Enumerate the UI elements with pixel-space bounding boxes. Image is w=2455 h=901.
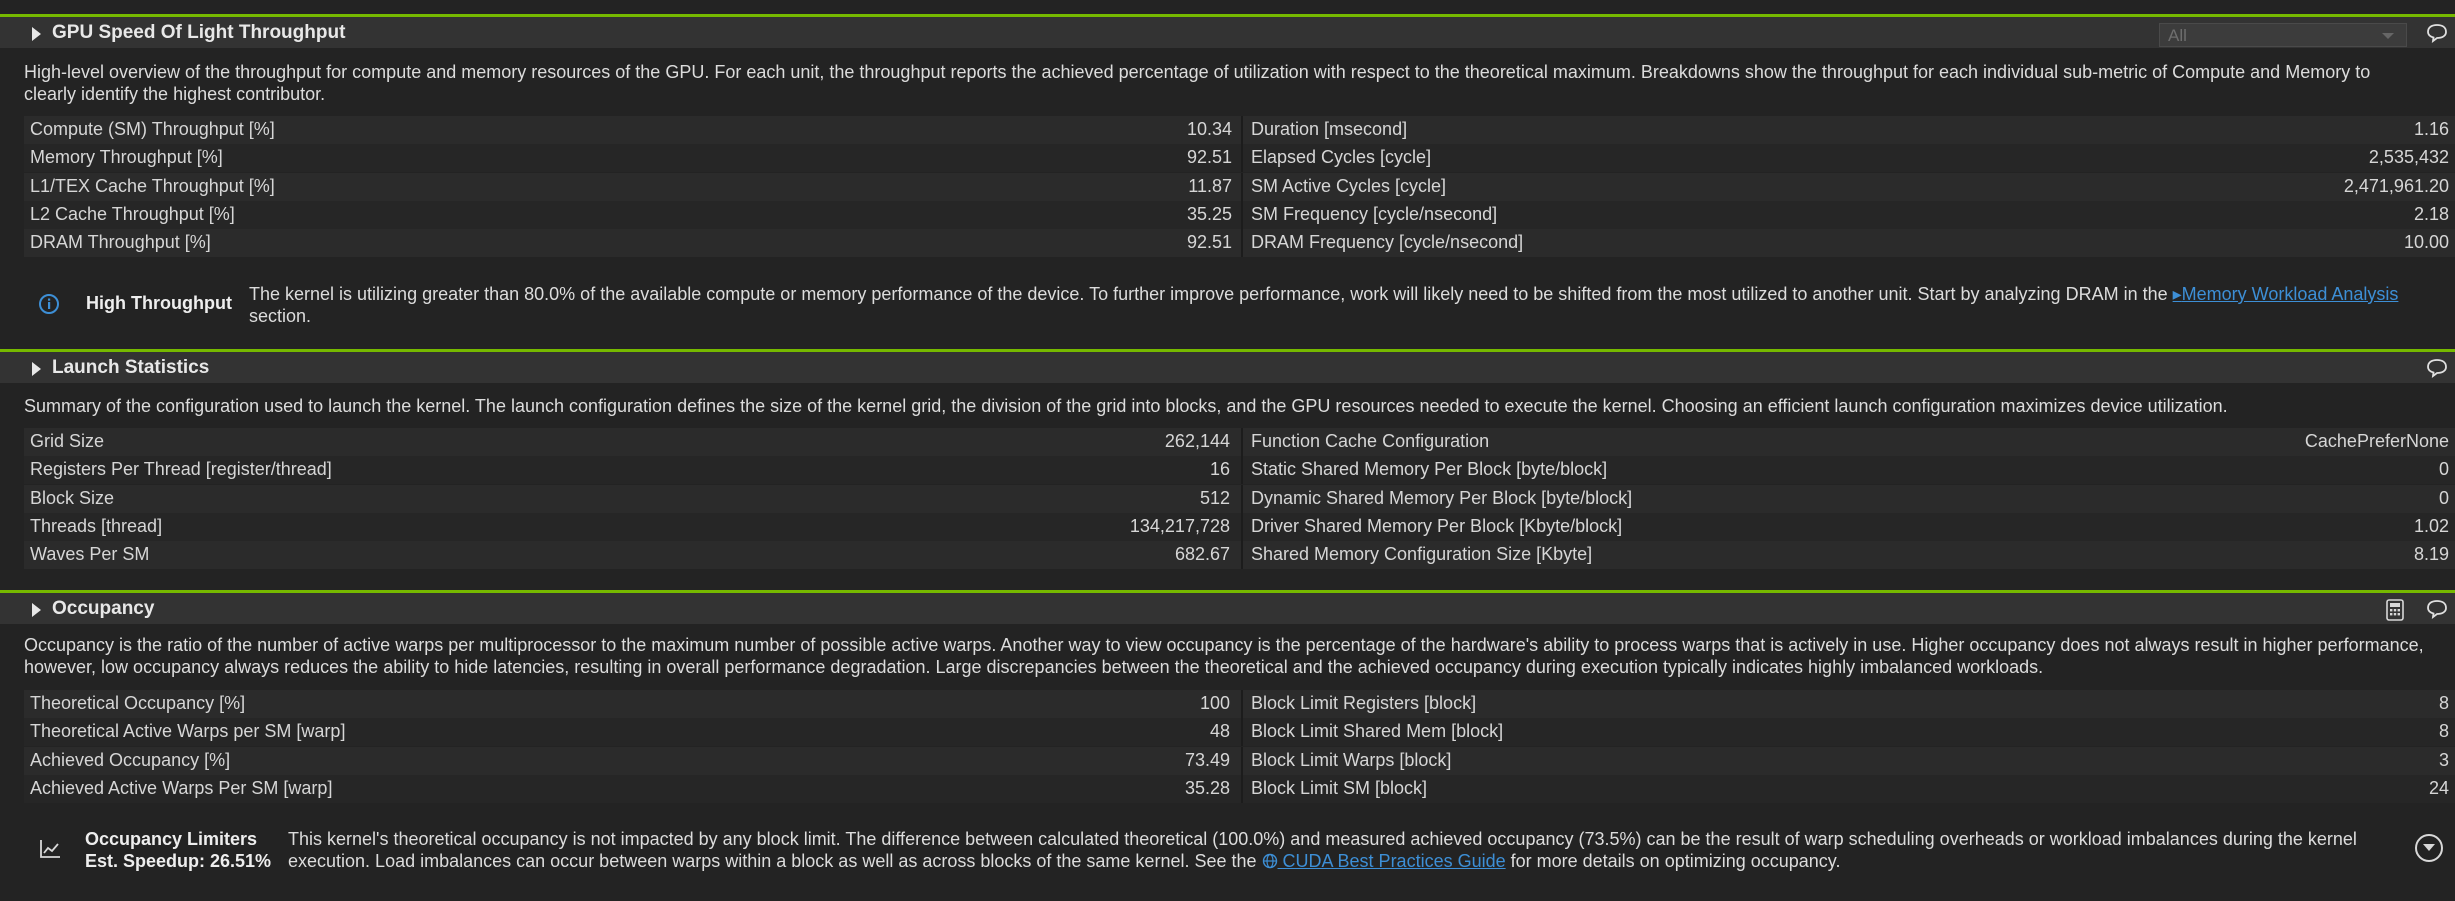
column-divider — [1241, 541, 1243, 569]
metric-value: 0 — [2438, 459, 2449, 480]
metric-value: 10.00 — [2403, 232, 2449, 253]
metric-name: DRAM Throughput [%] — [30, 232, 211, 253]
metric-value: 48 — [1209, 721, 1230, 742]
section-title: Occupancy — [52, 598, 155, 619]
section-description: Summary of the configuration used to launch the kernel. The launch configuration defines the size of the kernel grid, the division of the grid into blocks, and the GPU resources needed to execute the kernel. Choosing an efficient launch configuration maximizes device utilization. — [24, 396, 2228, 416]
column-divider — [1241, 173, 1243, 201]
metric-name: L1/TEX Cache Throughput [%] — [30, 175, 275, 196]
table-row — [24, 485, 2455, 513]
chevron-down-icon — [2423, 844, 2435, 851]
expand-triangle-icon[interactable] — [32, 362, 41, 376]
column-divider — [1241, 229, 1243, 257]
column-divider — [1241, 747, 1243, 775]
metric-name: Compute (SM) Throughput [%] — [30, 119, 275, 139]
metric-name: DRAM Frequency [cycle/nsecond] — [1251, 232, 1524, 253]
est-speedup: Est. Speedup: 26.51% — [85, 851, 272, 871]
metric-value: 1.02 — [2413, 515, 2449, 536]
note-title: Occupancy Limiters — [85, 829, 258, 849]
metric-name: Block Limit Shared Mem [block] — [1251, 721, 1504, 742]
line-chart-icon — [38, 838, 62, 860]
metric-value: 3 — [2438, 749, 2449, 770]
metric-name: Static Shared Memory Per Block [byte/block] — [1251, 459, 1608, 480]
metric-name: Dynamic Shared Memory Per Block [byte/block] — [1251, 487, 1633, 508]
metric-name: Registers Per Thread [register/thread] — [30, 459, 332, 480]
table-row — [24, 428, 2455, 456]
note-text — [249, 283, 2439, 327]
metric-name: Waves Per SM — [30, 544, 150, 565]
metric-value: 35.25 — [1186, 203, 1232, 224]
metric-value: 2,471,961.20 — [2343, 175, 2449, 196]
note-text — [288, 828, 2418, 872]
metric-name: Function Cache Configuration — [1251, 431, 1490, 451]
section-header-gpu-sol[interactable] — [0, 14, 2455, 48]
metric-value: 73.49 — [1184, 749, 1230, 770]
metric-value: 2,535,432 — [2368, 147, 2449, 168]
metric-name: Block Size — [30, 487, 115, 508]
note-line-2-tail: for more details on optimizing occupancy. — [1505, 851, 1841, 871]
comment-icon[interactable] — [2425, 23, 2449, 43]
metric-value: 8.19 — [2413, 544, 2449, 565]
column-divider — [1241, 690, 1243, 718]
metric-value: 92.51 — [1186, 232, 1232, 253]
globe-icon — [1262, 853, 1278, 869]
note-text-body: The kernel is utilizing greater than 80.0% of the available compute or memory performance of the device. To further improve performance, work will likely need to be shifted from the most utilized to another unit. Start by analyzing DRAM in the — [249, 284, 2173, 304]
column-divider — [1241, 116, 1243, 144]
column-divider — [1241, 428, 1243, 456]
column-divider — [1241, 775, 1243, 803]
section-description — [24, 634, 2424, 678]
metric-value: 24 — [2428, 777, 2449, 798]
metric-name: SM Active Cycles [cycle] — [1251, 175, 1447, 196]
table-row — [24, 690, 2455, 718]
section-header-launch-statistics[interactable] — [0, 349, 2455, 383]
cuda-best-practices-link[interactable] — [1262, 851, 1506, 871]
metric-value: 2.18 — [2413, 203, 2449, 224]
metric-name: SM Frequency [cycle/nsecond] — [1251, 203, 1498, 224]
metric-value: 134,217,728 — [1129, 515, 1230, 536]
column-divider — [1241, 513, 1243, 541]
memory-workload-analysis-link[interactable]: ▸Memory Workload Analysis — [2172, 284, 2399, 304]
section-title: GPU Speed Of Light Throughput — [52, 22, 346, 43]
metric-name: Theoretical Active Warps per SM [warp] — [30, 721, 346, 742]
metric-name: Block Limit SM [block] — [1251, 777, 1428, 798]
breakdown-select-value: All — [2168, 26, 2187, 45]
section-description: High-level overview of the throughput for compute and memory resources of the GPU. For each unit, the throughput reports the achieved percentage of utilization with respect to the theoretical maximum. Breakdowns show the throughput for each individual sub-metric of Compute and Memory to clearly identify the highest contributor. — [24, 62, 2371, 104]
metric-value: 1.16 — [2413, 119, 2449, 139]
column-divider — [1241, 456, 1243, 484]
metric-name: Memory Throughput [%] — [30, 147, 223, 168]
info-icon — [38, 293, 60, 315]
comment-icon[interactable] — [2425, 599, 2449, 619]
table-row — [24, 229, 2455, 257]
chevron-down-icon — [2382, 33, 2394, 39]
metric-value: 0 — [2438, 487, 2449, 508]
column-divider — [1241, 718, 1243, 746]
section-header-occupancy[interactable] — [0, 590, 2455, 624]
note-title: High Throughput — [86, 293, 232, 313]
table-row — [24, 116, 2455, 144]
metric-value: 262,144 — [1164, 431, 1230, 451]
column-divider — [1241, 485, 1243, 513]
breakdown-select[interactable] — [2159, 23, 2407, 47]
note-line-2-body: execution. Load imbalances can occur between warps within a block as well as across blocks of the same kernel. See the — [288, 851, 1262, 871]
table-row — [24, 456, 2455, 484]
rule-note-occupancy-limiters — [24, 820, 2455, 880]
metric-value: 10.34 — [1186, 119, 1232, 139]
metric-name: Shared Memory Configuration Size [Kbyte] — [1251, 544, 1593, 565]
metric-name: Duration [msecond] — [1251, 119, 1408, 139]
metric-name: Achieved Active Warps Per SM [warp] — [30, 777, 333, 798]
note-text-tail: section. — [249, 306, 312, 326]
metric-value: 100 — [1199, 693, 1230, 713]
description-line-2: however, low occupancy always reduces the ability to hide latencies, resulting in overall performance degradation. Large discrepancies between the theoretical and the achieved occupancy during execution typically indicates highly imbalanced workloads. — [24, 657, 2044, 677]
expand-triangle-icon[interactable] — [32, 603, 41, 617]
metric-name: Grid Size — [30, 431, 105, 451]
metric-value: 8 — [2438, 693, 2449, 713]
table-row — [24, 747, 2455, 775]
metric-name: Elapsed Cycles [cycle] — [1251, 147, 1432, 168]
table-row — [24, 718, 2455, 746]
table-row — [24, 541, 2455, 569]
metric-name: Achieved Occupancy [%] — [30, 749, 231, 770]
metric-value: 512 — [1199, 487, 1230, 508]
table-row — [24, 201, 2455, 229]
metric-value: 16 — [1209, 459, 1230, 480]
metric-value: 8 — [2438, 721, 2449, 742]
link-label: Memory Workload Analysis — [2181, 284, 2399, 304]
note-line-2 — [288, 850, 2418, 872]
metric-value: 11.87 — [1188, 175, 1232, 196]
metric-name: Theoretical Occupancy [%] — [30, 693, 246, 713]
section-title: Launch Statistics — [52, 357, 210, 378]
metric-name: L2 Cache Throughput [%] — [30, 203, 235, 224]
metric-value: 92.51 — [1186, 147, 1232, 168]
comment-icon[interactable] — [2425, 358, 2449, 378]
column-divider — [1241, 201, 1243, 229]
metric-value: 35.28 — [1184, 777, 1230, 798]
table-row — [24, 775, 2455, 803]
table-row — [24, 513, 2455, 541]
metric-value: CachePreferNone — [2304, 431, 2449, 451]
link-label: CUDA Best Practices Guide — [1282, 851, 1506, 871]
rule-note-high-throughput — [24, 275, 2455, 335]
column-divider — [1241, 144, 1243, 172]
table-row — [24, 173, 2455, 201]
expand-note-button[interactable] — [2415, 834, 2443, 862]
metric-value: 682.67 — [1174, 544, 1230, 565]
description-line-1: Occupancy is the ratio of the number of active warps per multiprocessor to the maximum number of possible active warps. Another way to view occupancy is the percentage of the hardware's ability to process warps that is actively in use. Higher occupancy does not always result in higher performance, — [24, 635, 2424, 655]
calculator-icon[interactable] — [2383, 598, 2407, 622]
expand-triangle-icon[interactable] — [32, 27, 41, 41]
metric-name: Block Limit Registers [block] — [1251, 693, 1477, 713]
metric-name: Threads [thread] — [30, 515, 163, 536]
metric-name: Driver Shared Memory Per Block [Kbyte/block] — [1251, 515, 1623, 536]
table-row — [24, 144, 2455, 172]
metric-name: Block Limit Warps [block] — [1251, 749, 1452, 770]
note-line-1: This kernel's theoretical occupancy is not impacted by any block limit. The difference between calculated theoretical (100.0%) and measured achieved occupancy (73.5%) can be the result of warp scheduling overheads or workload imbalances during the kernel — [288, 829, 2357, 849]
